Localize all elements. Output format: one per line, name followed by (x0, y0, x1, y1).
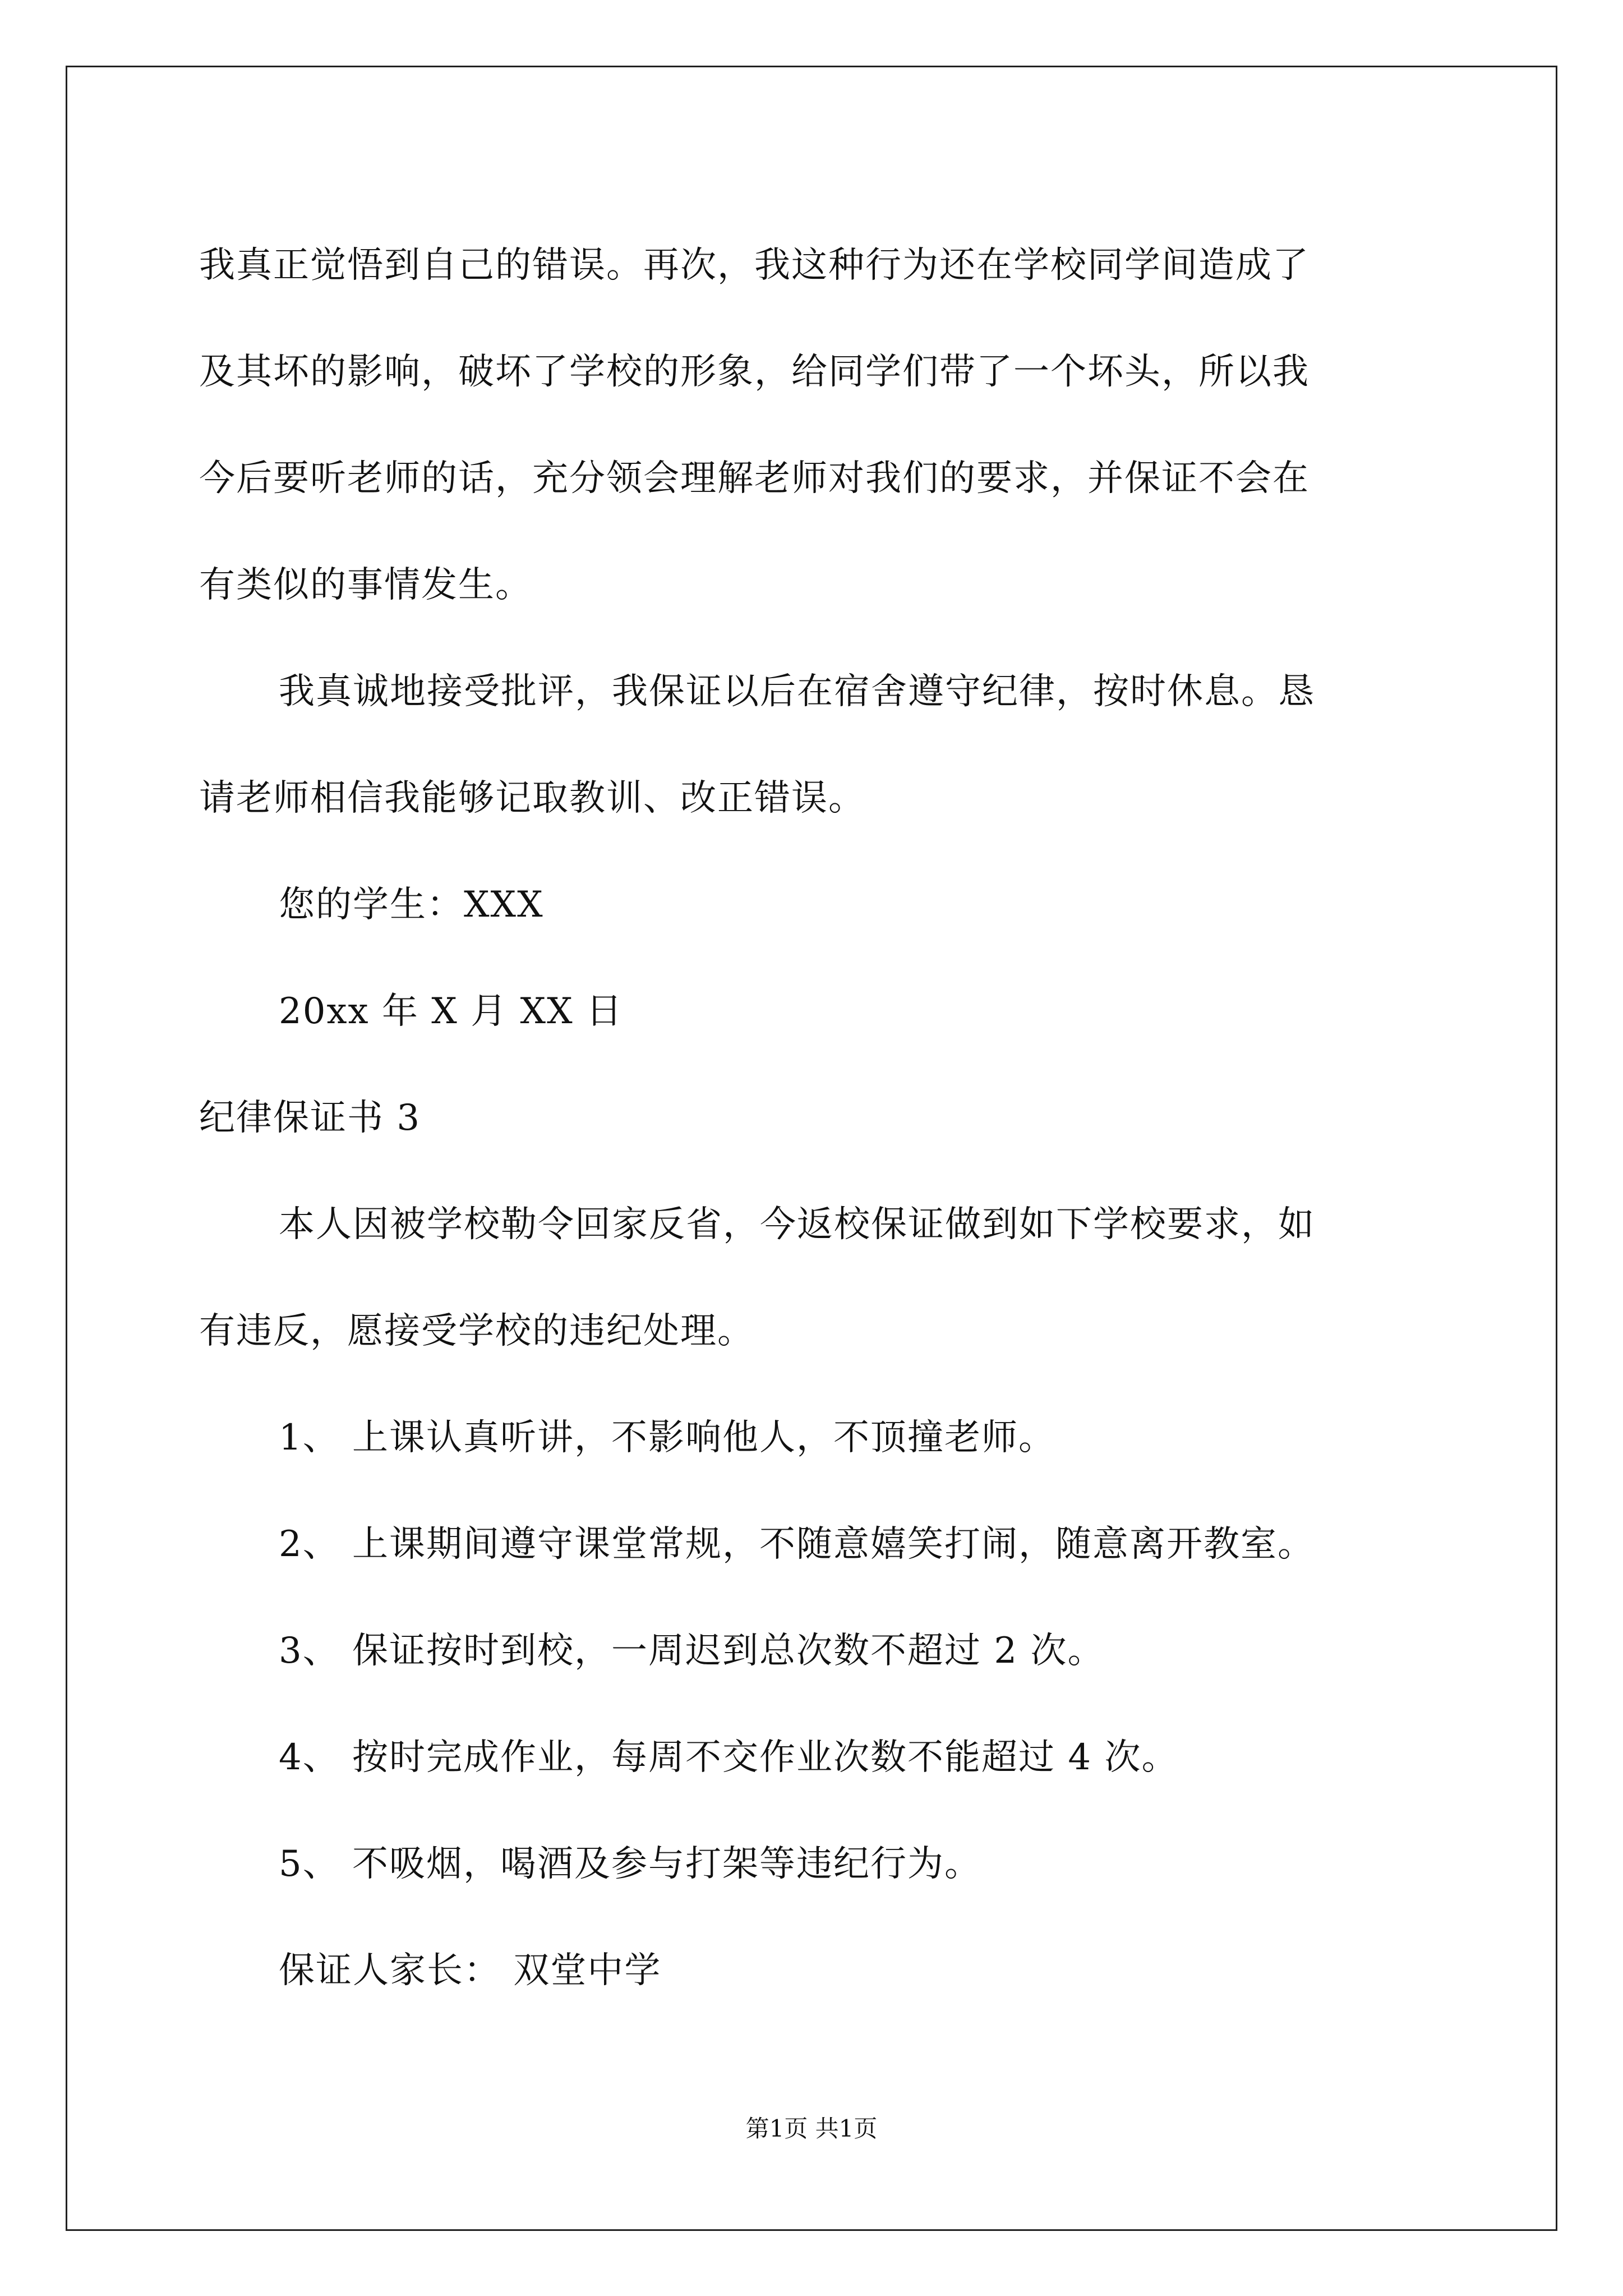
list-item: 3、 保证按时到校，一周迟到总次数不超过 2 次。 (279, 1630, 1105, 1672)
signature-line: 您的学生：XXX (279, 884, 544, 926)
paragraph-line: 有类似的事情发生。 (199, 564, 532, 606)
paragraph-line: 我真正觉悟到自己的错误。再次，我这种行为还在学校同学间造成了 (199, 245, 1310, 286)
list-item: 2、 上课期间遵守课堂常规，不随意嬉笑打闹，随意离开教室。 (279, 1524, 1315, 1565)
paragraph-line: 请老师相信我能够记取教训、改正错误。 (199, 777, 865, 819)
paragraph-line: 有违反，愿接受学校的违纪处理。 (199, 1310, 754, 1352)
guarantor-line: 保证人家长： 双堂中学 (279, 1950, 662, 1991)
list-item: 1、 上课认真听讲，不影响他人，不顶撞老师。 (279, 1417, 1056, 1458)
document-body (199, 212, 1424, 2024)
list-item: 4、 按时完成作业，每周不交作业次数不能超过 4 次。 (279, 1737, 1179, 1778)
page-footer: 第1页 共1页 (745, 2115, 878, 2142)
section-title: 纪律保证书 3 (199, 1097, 421, 1139)
list-item: 5、 不吸烟，喝酒及参与打架等违纪行为。 (279, 1843, 982, 1885)
paragraph-line: 本人因被学校勒令回家反省，今返校保证做到如下学校要求，如 (279, 1204, 1315, 1245)
date-line: 20xx 年 X 月 XX 日 (279, 991, 624, 1032)
paragraph-line: 今后要听老师的话，充分领会理解老师对我们的要求，并保证不会在 (199, 458, 1310, 499)
paragraph-line: 及其坏的影响，破坏了学校的形象，给同学们带了一个坏头，所以我 (199, 351, 1310, 393)
paragraph-line: 我真诚地接受批评，我保证以后在宿舍遵守纪律，按时休息。恳 (279, 671, 1315, 712)
